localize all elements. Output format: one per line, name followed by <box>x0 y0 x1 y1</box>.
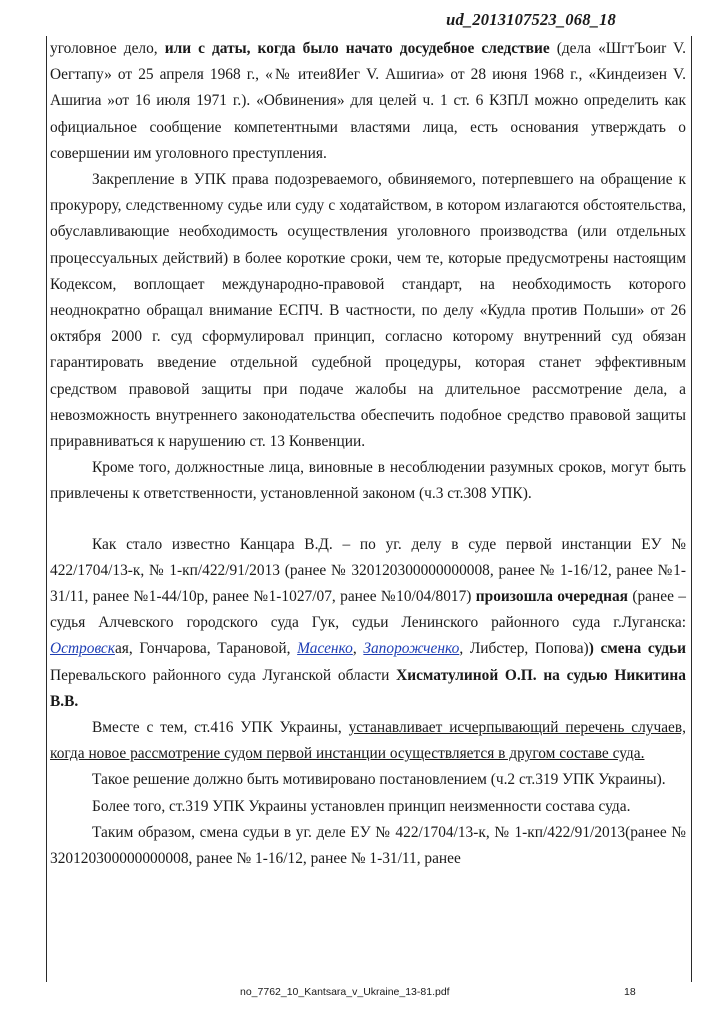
text-run: , Либстер, Попова) <box>459 640 589 658</box>
paragraph-7: Более того, ст.319 УПК Украины установлен принцип неизменности состава суда. <box>92 797 631 815</box>
bold-phrase: или с даты, когда было начато досудебное следствие <box>164 40 550 57</box>
judge-link-zaporozhchenko[interactable]: Запорожченко <box>363 640 460 658</box>
paragraph-3: Кроме того, должностные лица, виновные в несоблюдении разумных сроков, могут быть привлечены к ответственности, установленной законом (ч.3 ст.308 УПК). <box>50 459 686 503</box>
judge-link-ostrovskaya[interactable]: Островск <box>50 640 115 658</box>
bold-phrase: произошла очередная <box>475 588 628 606</box>
judge-link-masenko[interactable]: Масенко <box>297 640 353 658</box>
document-body <box>50 36 686 872</box>
text-run: Как стало известно Канцара В.Д. – по уг. делу в суде первой инстанции ЕУ № 422/1704/13-к, № 1-кп/422/91/2013 (ранее № 320120300000000008, ранее № 1-16/12, ранее №1-31/11, ранее №1-44/10р, ранее №1-1027/07, ранее №10/04/8017) <box>50 535 686 606</box>
paragraph-6: Такое решение должно быть мотивировано постановлением (ч.2 ст.319 УПК Украины). <box>92 771 666 789</box>
paragraph-4 <box>50 532 686 715</box>
text-run: уголовное дело, <box>50 40 165 57</box>
text-run: Вместе с тем, ст.416 УПК Украины, <box>92 719 349 737</box>
paragraph-2: Закрепление в УПК права подозреваемого, обвиняемого, потерпевшего на обращение к прокурору, следственному судье или суду с ходатайством, в котором излагаются обстоятельства, обуславливающие необходимость осуществления уголовного производства (или отдельных процессуальных действий) в более короткие сроки, чем те, которые предусмотрены настоящим Кодексом, воплощает международно-правовой стандарт, на необходимость которого неоднократно обращал внимание ЕСПЧ. В частности, по делу «Кудла против Польши» от 26 октября 2000 г. суд сформулировал принцип, согласно которому внутренний суд обязан гарантировать введение отдельной судебной процедуры, которая станет эффективным средством правовой защиты при подаче жалобы на длительное рассмотрение дела, а невозможность внутреннего законодательства обеспечить подобное средство правовой защиты приравниваться к нарушению ст. 13 Конвенции. <box>50 171 686 451</box>
paragraph-1 <box>50 36 686 167</box>
paragraph-5 <box>50 715 686 767</box>
text-run: , <box>352 640 364 658</box>
paragraph-8: Таким образом, смена судьи в уг. деле ЕУ № 422/1704/13-к, № 1-кп/422/91/2013(ранее № 320120300000000008, ранее № 1-16/12, ранее № 1-31/11, ранее <box>50 823 686 868</box>
document-id: ud_2013107523_068_18 <box>446 10 616 29</box>
bold-phrase: Хисматулиной О.П. на судью Никитина В.В. <box>50 666 686 710</box>
bold-phrase: ) смена судьи <box>588 640 686 658</box>
text-run: Перевальского районного суда Луганской области <box>50 666 397 684</box>
page-number: 18 <box>624 986 636 998</box>
text-run: ая, Гончарова, Тарановой, <box>114 640 298 658</box>
text-run: (дела «ШгтЪоиr V. Оегтапу» от 25 апреля 1968 г., «№ итеи8Иег V. Ашиrиа» от 28 июня 1968 г., «Киндеизен V. Ашиrиа »от 16 июля 1971 г.). «Обвинения» для целей ч. 1 ст. 6 КЗПЛ можно определить как официальное сообщение компетентными властями лица, есть основания утверждать о совершении им уголовного преступления. <box>50 40 687 162</box>
footer-filename: no_7762_10_Kantsara_v_Ukraine_13-81.pdf <box>240 986 450 998</box>
text-run: (ранее – судья Алчевского городского суда Гук, судьи Ленинского районного суда г.Луганска: <box>50 588 686 632</box>
spacer <box>50 508 686 532</box>
underlined-phrase: устанавливает исчерпывающий перечень случаев, когда новое рассмотрение судом первой инстанции осуществляется в другом составе суда. <box>50 719 686 763</box>
